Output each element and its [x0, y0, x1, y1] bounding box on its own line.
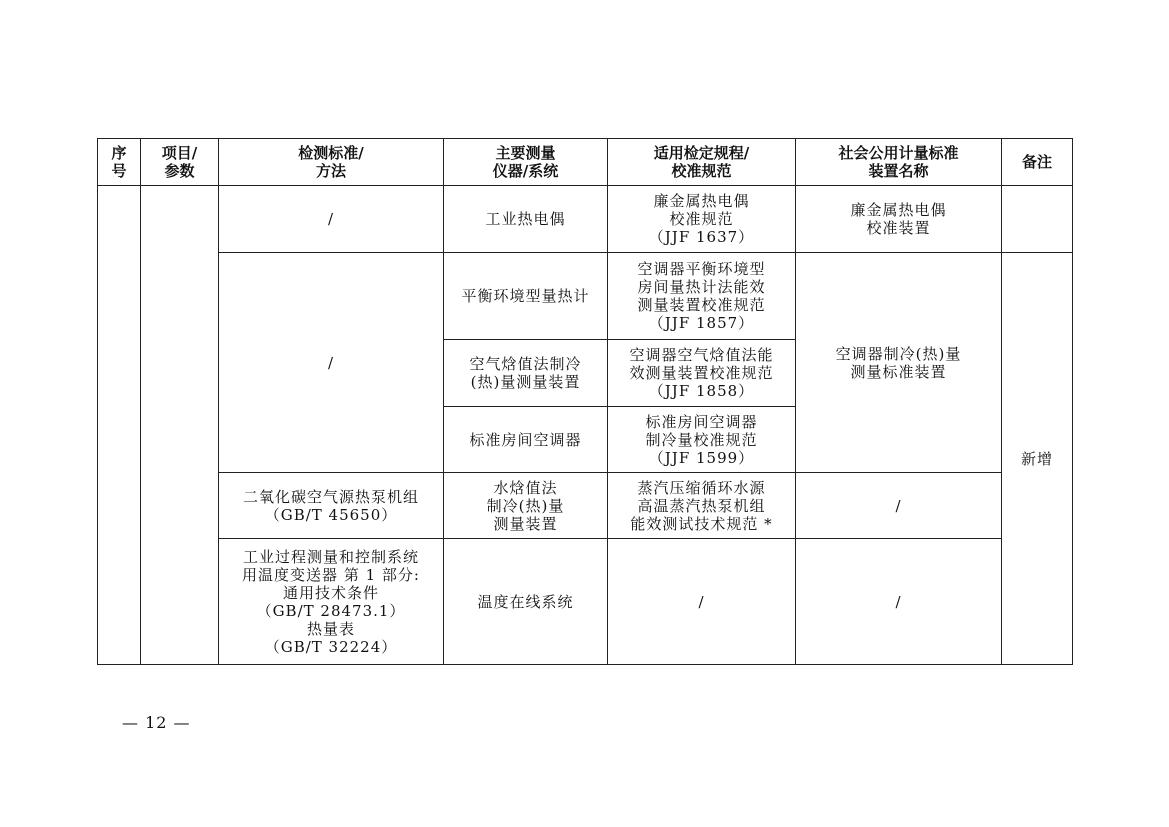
device-cell: 空调器制冷(热)量 测量标准装置	[796, 253, 1002, 473]
header-regulation: 适用检定规程/ 校准规范	[608, 139, 796, 186]
device-cell: 廉金属热电偶 校准装置	[796, 186, 1002, 253]
calibration-table	[97, 138, 1073, 665]
regulation-cell: /	[608, 539, 796, 665]
instrument-cell: 工业热电偶	[444, 186, 608, 253]
instrument-cell: 水焓值法 制冷(热)量 测量装置	[444, 473, 608, 539]
device-cell: /	[796, 539, 1002, 665]
header-device: 社会公用计量标准 装置名称	[796, 139, 1002, 186]
instrument-cell: 空气焓值法制冷 (热)量测量装置	[444, 340, 608, 407]
standard-cell: /	[219, 253, 444, 473]
standard-cell: /	[219, 186, 444, 253]
standard-cell: 二氧化碳空气源热泵机组 （GB/T 45650）	[219, 473, 444, 539]
regulation-cell: 空调器平衡环境型 房间量热计法能效 测量装置校准规范 （JJF 1857）	[608, 253, 796, 340]
page-number: — 12 —	[122, 713, 191, 732]
header-item: 项目/ 参数	[141, 139, 219, 186]
remark-cell	[1002, 186, 1073, 253]
table-row	[98, 186, 1073, 253]
header-seq: 序 号	[98, 139, 141, 186]
header-standard: 检测标准/ 方法	[219, 139, 444, 186]
table-row	[98, 473, 1073, 539]
regulation-cell: 空调器空气焓值法能 效测量装置校准规范 （JJF 1858）	[608, 340, 796, 407]
standard-cell: 工业过程测量和控制系统 用温度变送器 第 1 部分: 通用技术条件 （GB/T 28473.1） 热量表 （GB/T 32224）	[219, 539, 444, 665]
item-cell	[141, 186, 219, 665]
device-cell: /	[796, 473, 1002, 539]
instrument-cell: 平衡环境型量热计	[444, 253, 608, 340]
table-row	[98, 253, 1073, 340]
instrument-cell: 标准房间空调器	[444, 407, 608, 473]
header-instrument: 主要测量 仪器/系统	[444, 139, 608, 186]
regulation-cell: 标准房间空调器 制冷量校准规范 （JJF 1599）	[608, 407, 796, 473]
instrument-cell: 温度在线系统	[444, 539, 608, 665]
header-row	[98, 139, 1073, 186]
regulation-cell: 蒸汽压缩循环水源 高温蒸汽热泵机组 能效测试技术规范 *	[608, 473, 796, 539]
seq-cell	[98, 186, 141, 665]
regulation-cell: 廉金属热电偶 校准规范 （JJF 1637）	[608, 186, 796, 253]
remark-cell: 新增	[1002, 253, 1073, 665]
header-remark: 备注	[1002, 139, 1073, 186]
table-row	[98, 539, 1073, 665]
